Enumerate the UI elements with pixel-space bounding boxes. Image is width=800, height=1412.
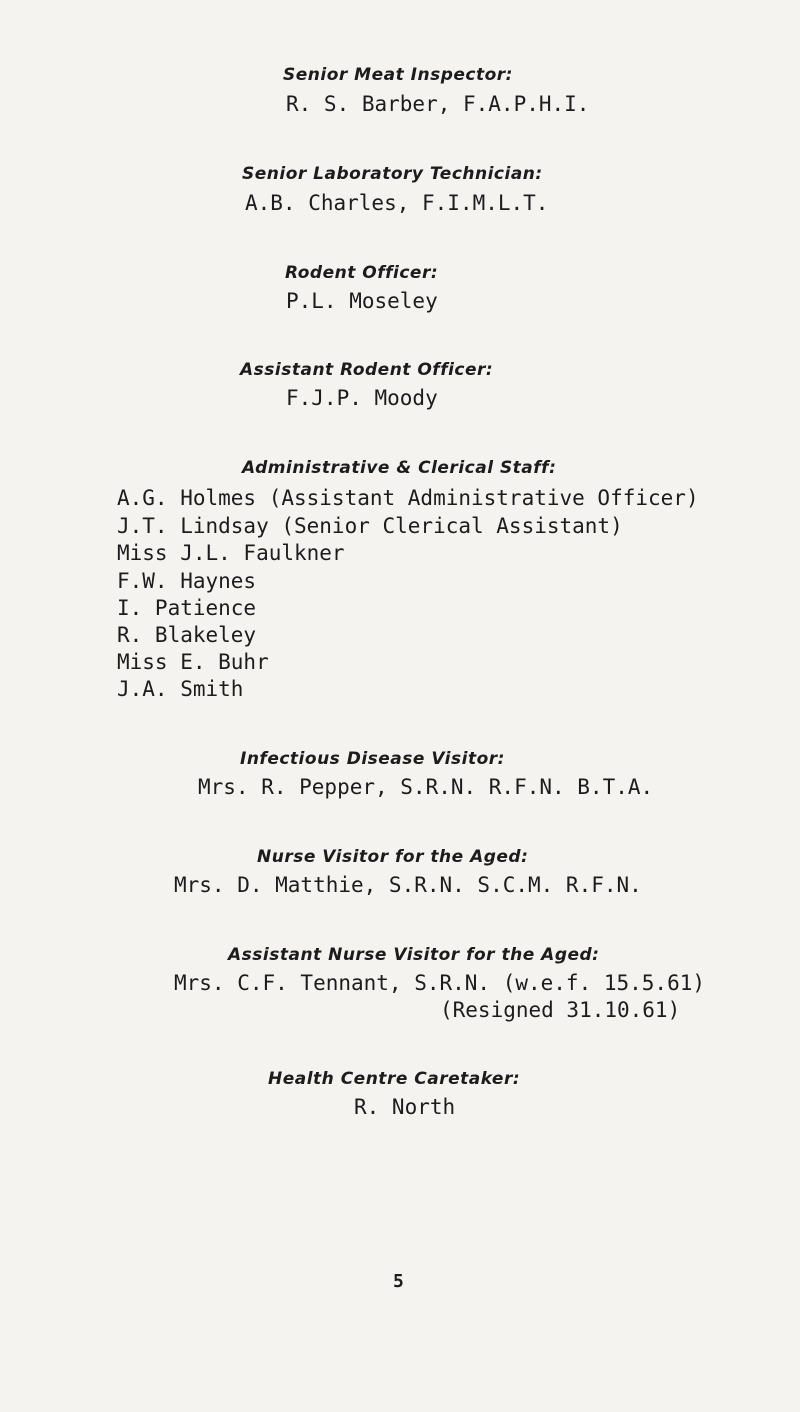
staff-line-tennant-resigned: (Resigned 31.10.61) bbox=[440, 998, 681, 1022]
staff-line-moody: F.J.P. Moody bbox=[286, 386, 438, 410]
heading-nurse-visitor-aged: Nurse Visitor for the Aged: bbox=[257, 847, 529, 867]
staff-line-charles: A.B. Charles, F.I.M.L.T. bbox=[245, 191, 549, 215]
heading-rodent-officer: Rodent Officer: bbox=[285, 263, 439, 283]
staff-line-buhr: Miss E. Buhr bbox=[117, 650, 269, 674]
staff-line-holmes: A.G. Holmes (Assistant Administrative Officer) bbox=[117, 486, 699, 510]
heading-administrative-clerical-staff: Administrative & Clerical Staff: bbox=[242, 458, 557, 478]
staff-line-matthie: Mrs. D. Matthie, S.R.N. S.C.M. R.F.N. bbox=[174, 873, 642, 897]
staff-line-north: R. North bbox=[354, 1095, 456, 1119]
staff-line-haynes: F.W. Haynes bbox=[117, 569, 257, 593]
staff-line-faulkner: Miss J.L. Faulkner bbox=[117, 541, 345, 565]
staff-line-barber: R. S. Barber, F.A.P.H.I. bbox=[286, 92, 590, 116]
heading-health-centre-caretaker: Health Centre Caretaker: bbox=[268, 1069, 521, 1089]
heading-assistant-rodent-officer: Assistant Rodent Officer: bbox=[240, 360, 494, 380]
staff-line-patience: I. Patience bbox=[117, 596, 257, 620]
staff-line-moseley: P.L. Moseley bbox=[286, 289, 438, 313]
staff-line-tennant: Mrs. C.F. Tennant, S.R.N. (w.e.f. 15.5.61) bbox=[174, 971, 706, 995]
heading-assistant-nurse-visitor-aged: Assistant Nurse Visitor for the Aged: bbox=[228, 945, 600, 965]
staff-line-blakeley: R. Blakeley bbox=[117, 623, 257, 647]
staff-line-pepper: Mrs. R. Pepper, S.R.N. R.F.N. B.T.A. bbox=[198, 775, 654, 799]
heading-infectious-disease-visitor: Infectious Disease Visitor: bbox=[240, 749, 505, 769]
heading-senior-meat-inspector: Senior Meat Inspector: bbox=[283, 65, 513, 85]
page-number: 5 bbox=[393, 1271, 404, 1292]
staff-line-lindsay: J.T. Lindsay (Senior Clerical Assistant) bbox=[117, 514, 623, 538]
heading-senior-laboratory-technician: Senior Laboratory Technician: bbox=[242, 164, 543, 184]
staff-line-smith: J.A. Smith bbox=[117, 677, 244, 701]
